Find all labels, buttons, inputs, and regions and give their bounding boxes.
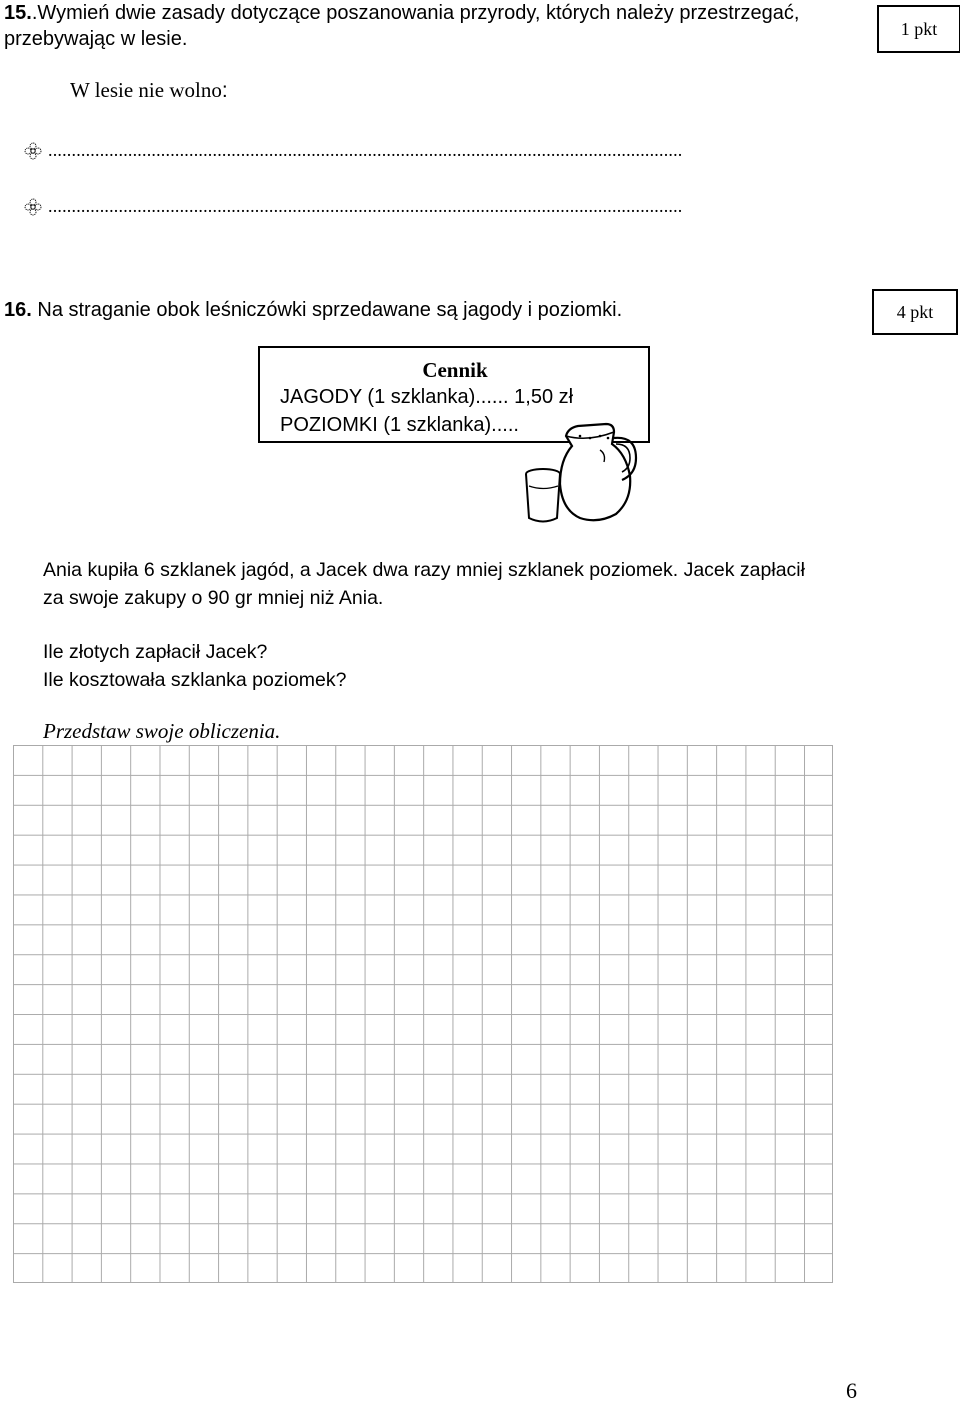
answer-subheading [70, 78, 228, 103]
glass-and-jug-illustration [518, 414, 648, 526]
question-jacek-paid: Ile złotych zapłacił Jacek? [43, 641, 268, 663]
paragraph-line-1: Ania kupiła 6 szklanek jagód, a Jacek dwa razy mniej szklanek poziomek. Jacek zapłacił [43, 559, 805, 581]
question-16-prompt: Na straganie obok leśniczówki sprzedawane są jagody i poziomki. [37, 299, 623, 321]
question-15-prompt: .Wymień dwie zasady dotyczące poszanowania przyrody, których należy przestrzegać, przebywając w lesie. [4, 2, 800, 50]
answer-dots-1: ....................................................................................................................................... [48, 140, 683, 160]
problem-paragraph [43, 556, 805, 612]
points-box-16 [872, 289, 958, 335]
points-label-15: 1 pkt [900, 18, 938, 39]
flower-bullet-icon [24, 142, 42, 160]
price-row-poziomki: POZIOMKI (1 szklanka)..... [280, 414, 519, 436]
price-row-jagody: JAGODY (1 szklanka)...... 1,50 zł [280, 386, 574, 408]
flower-bullet-icon [24, 198, 42, 216]
subheading-text: W lesie nie wolno [70, 78, 222, 102]
price-list-title: Cennik [422, 358, 488, 382]
page-number: 6 [846, 1378, 857, 1403]
paragraph-line-2: za swoje zakupy o 90 gr mniej niż Ania. [43, 587, 384, 609]
calculation-grid[interactable] [13, 745, 833, 1283]
subheading-colon: : [221, 79, 228, 102]
problem-questions [43, 638, 346, 694]
answer-dots-2: ....................................................................................................................................... [48, 196, 683, 216]
instruction-text: Przedstaw swoje obliczenia. [43, 719, 281, 743]
jug-icon [560, 424, 636, 520]
answer-line-1[interactable] [24, 140, 683, 161]
question-glass-price: Ile kosztowała szklanka poziomek? [43, 669, 347, 691]
question-15-text [4, 0, 864, 52]
points-box-15 [877, 5, 960, 53]
answer-line-2[interactable] [24, 196, 683, 217]
points-label-16: 4 pkt [896, 301, 934, 322]
glass-icon [526, 469, 560, 522]
question-16-number: 16. [4, 299, 32, 321]
question-15-number: 15. [4, 2, 32, 24]
question-16-text [4, 296, 622, 324]
